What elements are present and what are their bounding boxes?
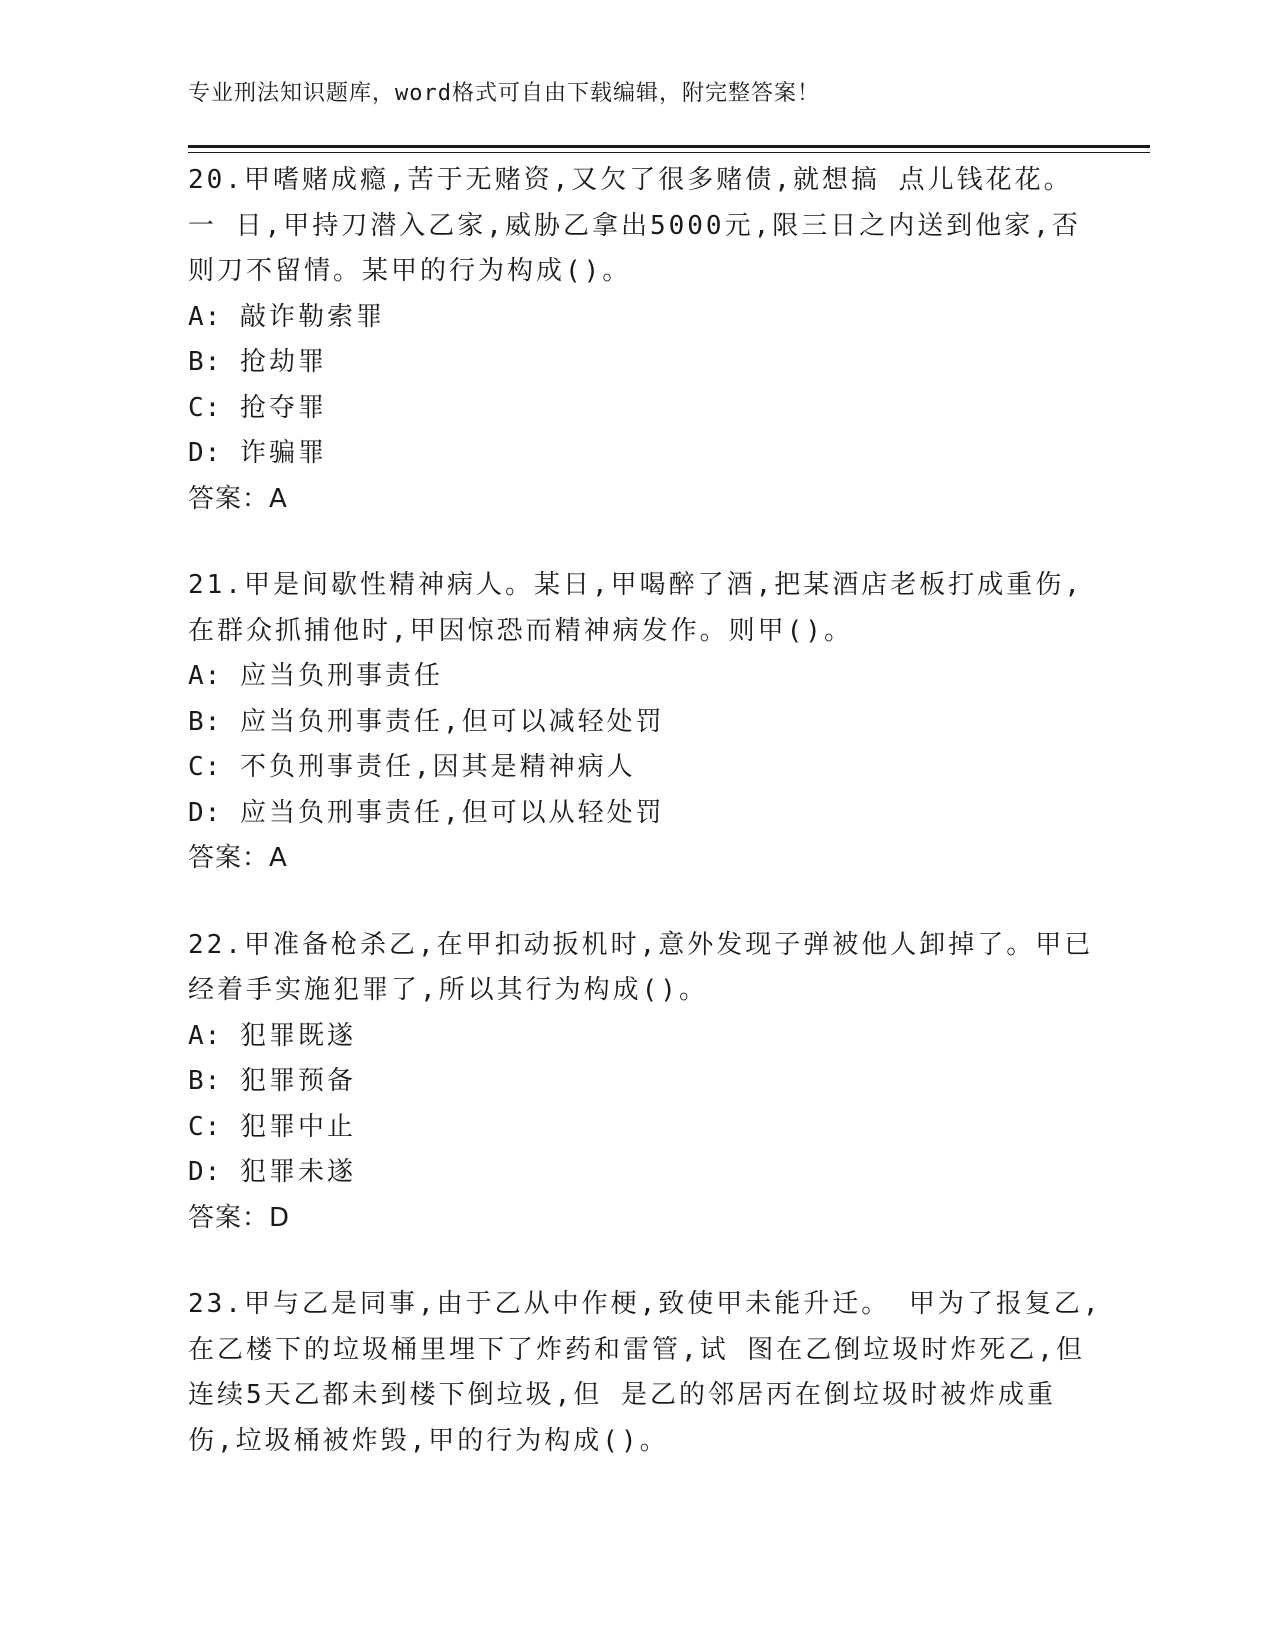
option-b (188, 340, 1088, 386)
answer-line: 答案：D (188, 1202, 291, 1233)
option-letter: B: (188, 1066, 222, 1096)
header-rule-thin (188, 152, 1150, 153)
option-letter: B: (188, 347, 222, 377)
option-letter: D: (188, 797, 222, 828)
question-stem-line: 经着手实施犯罪了,所以其行为构成()。 (188, 975, 708, 1005)
option-text: 犯罪未遂 (239, 1157, 356, 1187)
option-letter: A: (188, 661, 222, 691)
page-header: 专业刑法知识题库，word格式可自由下载编辑，附完整答案！ (188, 81, 820, 106)
option-text: 不负刑事责任,因其是精神病人 (239, 752, 636, 782)
question-list (188, 158, 1102, 1505)
option-letter: C: (188, 1111, 222, 1142)
option-letter: D: (188, 438, 222, 468)
option-text: 犯罪既遂 (239, 1020, 356, 1051)
option-letter: A: (188, 301, 222, 332)
question-stem-line: 23.甲与乙是同事,由于乙从中作梗,致使甲未能升迁。 甲为了报复乙, (188, 1289, 1102, 1319)
option-a (188, 654, 1088, 700)
option-text: 应当负刑事责任,但可以从轻处罚 (239, 797, 665, 828)
answer-line: 答案：A (188, 483, 288, 514)
option-text: 抢劫罪 (239, 347, 327, 377)
option-a (188, 1014, 1088, 1060)
question-20 (188, 158, 1088, 522)
header-rule-thick (188, 145, 1150, 148)
question-stem-line: 22.甲准备枪杀乙,在甲扣动扳机时,意外发现子弹被他人卸掉了。甲已 (188, 929, 1094, 960)
option-c (188, 745, 1088, 791)
question-22 (188, 923, 1094, 1242)
option-d (188, 791, 1088, 837)
question-23 (188, 1282, 1102, 1464)
question-stem-line: 伤,垃圾桶被炸毁,甲的行为构成()。 (188, 1425, 669, 1456)
question-21 (188, 563, 1088, 882)
option-text: 敲诈勒索罪 (239, 301, 385, 332)
question-stem-line: 连续5天乙都未到楼下倒垃圾,但 是乙的邻居丙在倒垃圾时被炸成重 (188, 1380, 1056, 1410)
question-stem-line: 21.甲是间歇性精神病人。某日,甲喝醉了酒,把某酒店老板打成重伤, (188, 570, 1083, 600)
option-letter: C: (188, 392, 222, 423)
option-letter: D: (188, 1157, 222, 1187)
option-text: 应当负刑事责任 (239, 661, 443, 691)
option-letter: C: (188, 752, 222, 782)
question-stem-line: 20.甲嗜赌成瘾,苦于无赌资,又欠了很多赌债,就想搞 点儿钱花花。 (188, 165, 1073, 195)
option-text: 犯罪中止 (239, 1111, 356, 1142)
option-text: 犯罪预备 (239, 1066, 356, 1096)
option-text: 诈骗罪 (239, 438, 327, 468)
question-stem-line: 在乙楼下的垃圾桶里埋下了炸药和雷管,试 图在乙倒垃圾时炸死乙,但 (188, 1334, 1085, 1365)
option-b (188, 700, 1088, 746)
option-d (188, 431, 1088, 477)
option-letter: B: (188, 706, 222, 737)
option-d (188, 1150, 1088, 1196)
question-stem-line: 则刀不留情。某甲的行为构成()。 (188, 256, 632, 286)
option-letter: A: (188, 1020, 222, 1051)
option-text: 抢夺罪 (239, 392, 327, 423)
answer-line: 答案：A (188, 843, 288, 873)
option-c (188, 386, 1088, 432)
option-a (188, 295, 1088, 341)
option-text: 应当负刑事责任,但可以减轻处罚 (239, 706, 665, 737)
option-c (188, 1105, 1088, 1151)
option-b (188, 1059, 1088, 1105)
question-stem-line: 在群众抓捕他时,甲因惊恐而精神病发作。则甲()。 (188, 615, 853, 646)
question-stem-line: 一 日,甲持刀潜入乙家,威胁乙拿出5000元,限三日之内送到他家,否 (188, 210, 1081, 241)
